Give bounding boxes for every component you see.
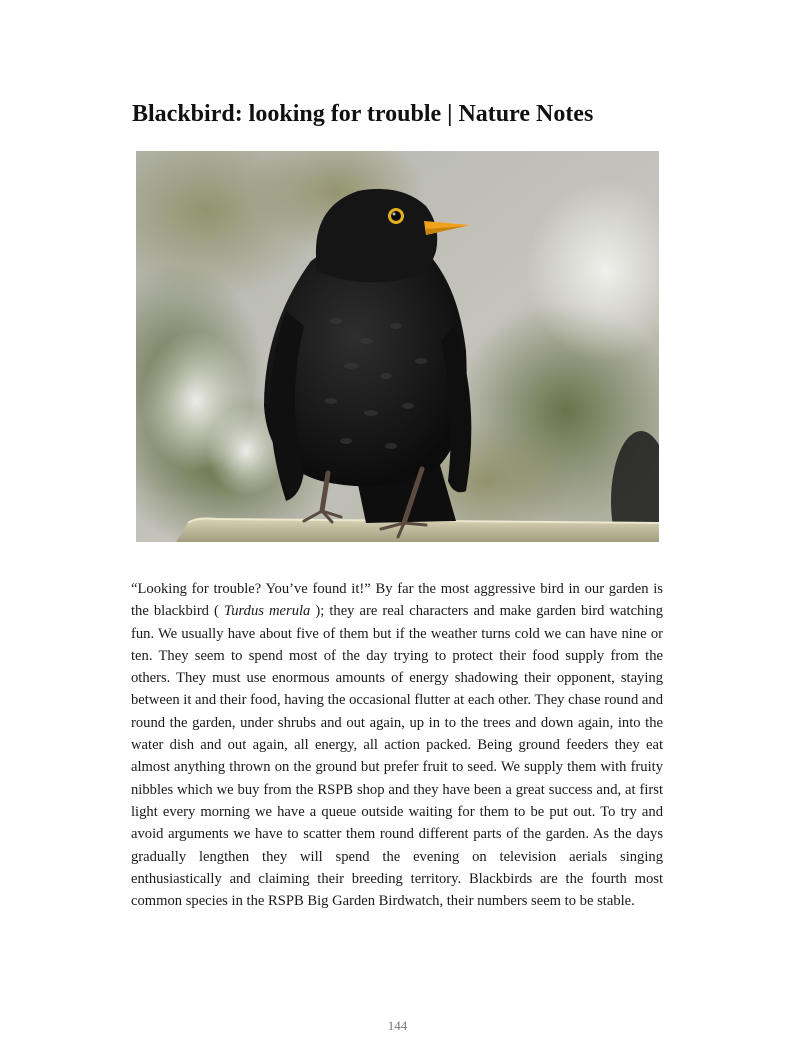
paragraph-text-before-species: “Looking for trouble? You’ve found it!” By far the most aggressive bird in our garden is the blackbird ( <box>131 581 663 620</box>
paragraph-text-after-species: ); they are real characters and make garden bird watching fun. We usually have about five of them but if the weather turns cold we can have nine or ten. They seem to spend most of the day trying to protect their food supply from the others. They must use enormous amounts of energy shadowing their opponent, staying between it and their food, having the occasional flutter at each other. They chase round and round the garden, under shrubs and out again, up in to the trees and down again, into the water dish and out again, all energy, all action packed. Being ground feeders they eat almost anything thrown on the ground but prefer fruit to seed. We supply them with fruity nibbles which we buy from the RSPB shop and they have been a great success and, at first light every morning we have a queue outside waiting for them to be put out. To try and avoid arguments we have to scatter them round different parts of the garden. As the days gradually lengthen they will spend the evening on television aerials singing enthusiastically and claiming their breeding territory. Blackbirds are the fourth most common species in the RSPB Big Garden Birdwatch, their numbers seem to be stable. <box>131 603 663 910</box>
species-name: Turdus merula <box>223 603 311 620</box>
page-title: Blackbird: looking for trouble | Nature Notes <box>132 101 594 127</box>
article-paragraph <box>131 578 663 912</box>
blackbird-photo <box>136 151 659 542</box>
page-number: 144 <box>387 1018 408 1033</box>
